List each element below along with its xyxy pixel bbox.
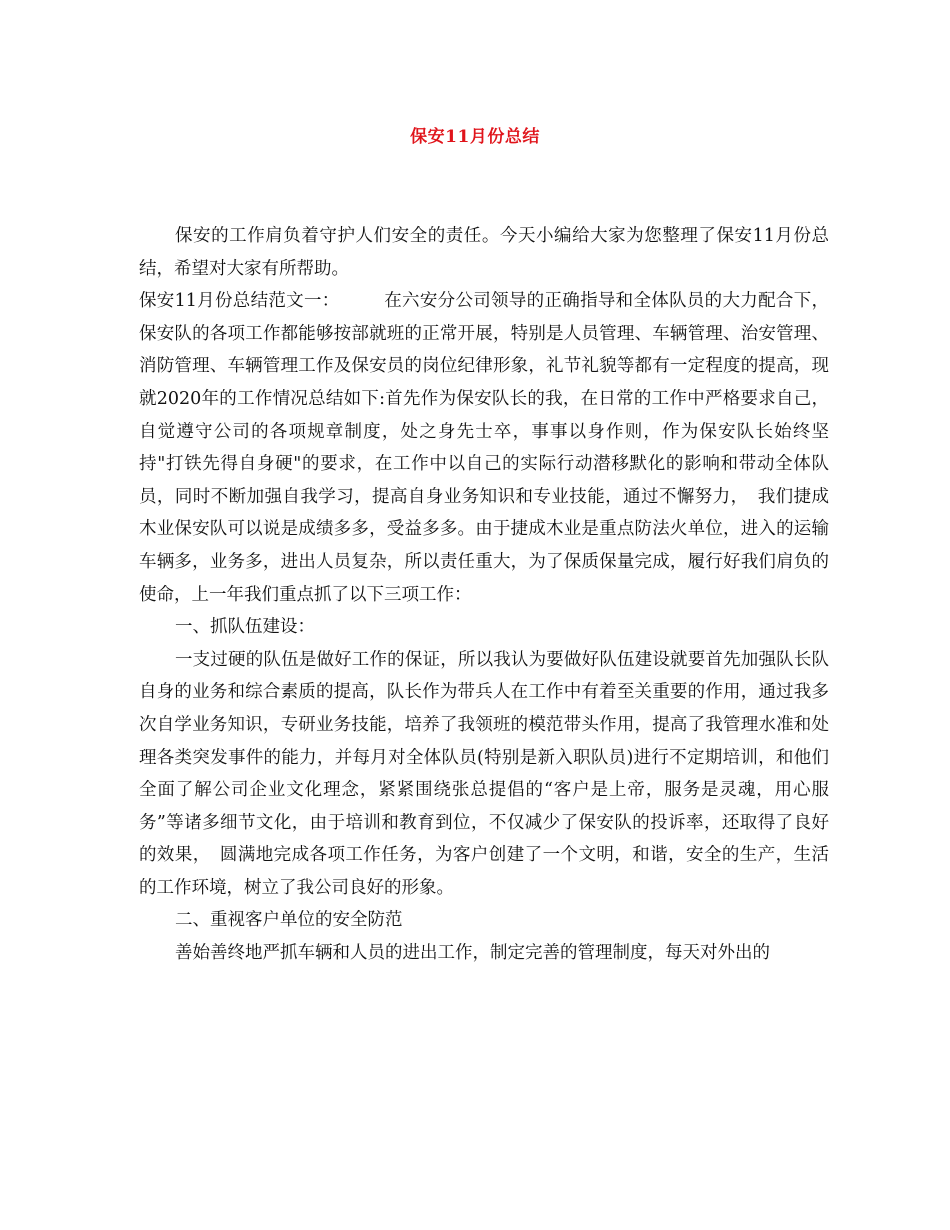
section-paragraph-2: 善始善终地严抓车辆和人员的进出工作，制定完善的管理制度，每天对外出的 [175, 943, 770, 964]
document-body [139, 220, 829, 970]
section-heading-1: 一、抓队伍建设： [175, 617, 315, 638]
section-heading-2: 二、重视客户单位的安全防范 [175, 910, 403, 931]
document-title: 保安11月份总结 [410, 127, 540, 147]
intro-paragraph: 保安的工作肩负着守护人们安全的责任。今天小编给大家为您整理了保安11月份总结，希望对大家有所帮助。 [139, 226, 829, 279]
section-paragraph-1: 一支过硬的队伍是做好工作的保证，所以我认为要做好队伍建设就要首先加强队长队自身的业务和综合素质的提高，队长作为带兵人在工作中有着至关重要的作用，通过我多次自学业务知识，专研业务技能，培养了我领班的模范带头作用，提高了我管理水准和处理各类突发事件的能力，并每月对全体队员(特别是新入职队员)进行不定期培训，和他们全面了解公司企业文化理念，紧紧围绕张总提倡的“客户是上帝，服务是灵魂，用心服务”等诸多细节文化，由于培训和教育到位，不仅减少了保安队的投诉率，还取得了良好的效果， 圆满地完成各项工作任务，为客户创建了一个文明，和谐，安全的生产，生活的工作环境，树立了我公司良好的形象。 [139, 649, 829, 898]
sample-paragraph: 保安11月份总结范文一： 在六安分公司领导的正确指导和全体队员的大力配合下，保安队的各项工作都能够按部就班的正常开展，特别是人员管理、车辆管理、治安管理、消防管理、车辆管理工作及保安员的岗位纪律形象，礼节礼貌等都有一定程度的提高，现就2020年的工作情况总结如下:首先作为保安队长的我，在日常的工作中严格要求自己，自觉遵守公司的各项规章制度，处之身先士卒，事事以身作则，作为保安队长始终坚持"打铁先得自身硬"的要求，在工作中以自己的实际行动潜移默化的影响和带动全体队员，同时不断加强自我学习，提高自身业务知识和专业技能，通过不懈努力， 我们捷成木业保安队可以说是成绩多多，受益多多。由于捷成木业是重点防法火单位，进入的运输车辆多，业务多，进出人员复杂，所以责任重大，为了保质保量完成，履行好我们肩负的使命，上一年我们重点抓了以下三项工作： [139, 291, 829, 605]
